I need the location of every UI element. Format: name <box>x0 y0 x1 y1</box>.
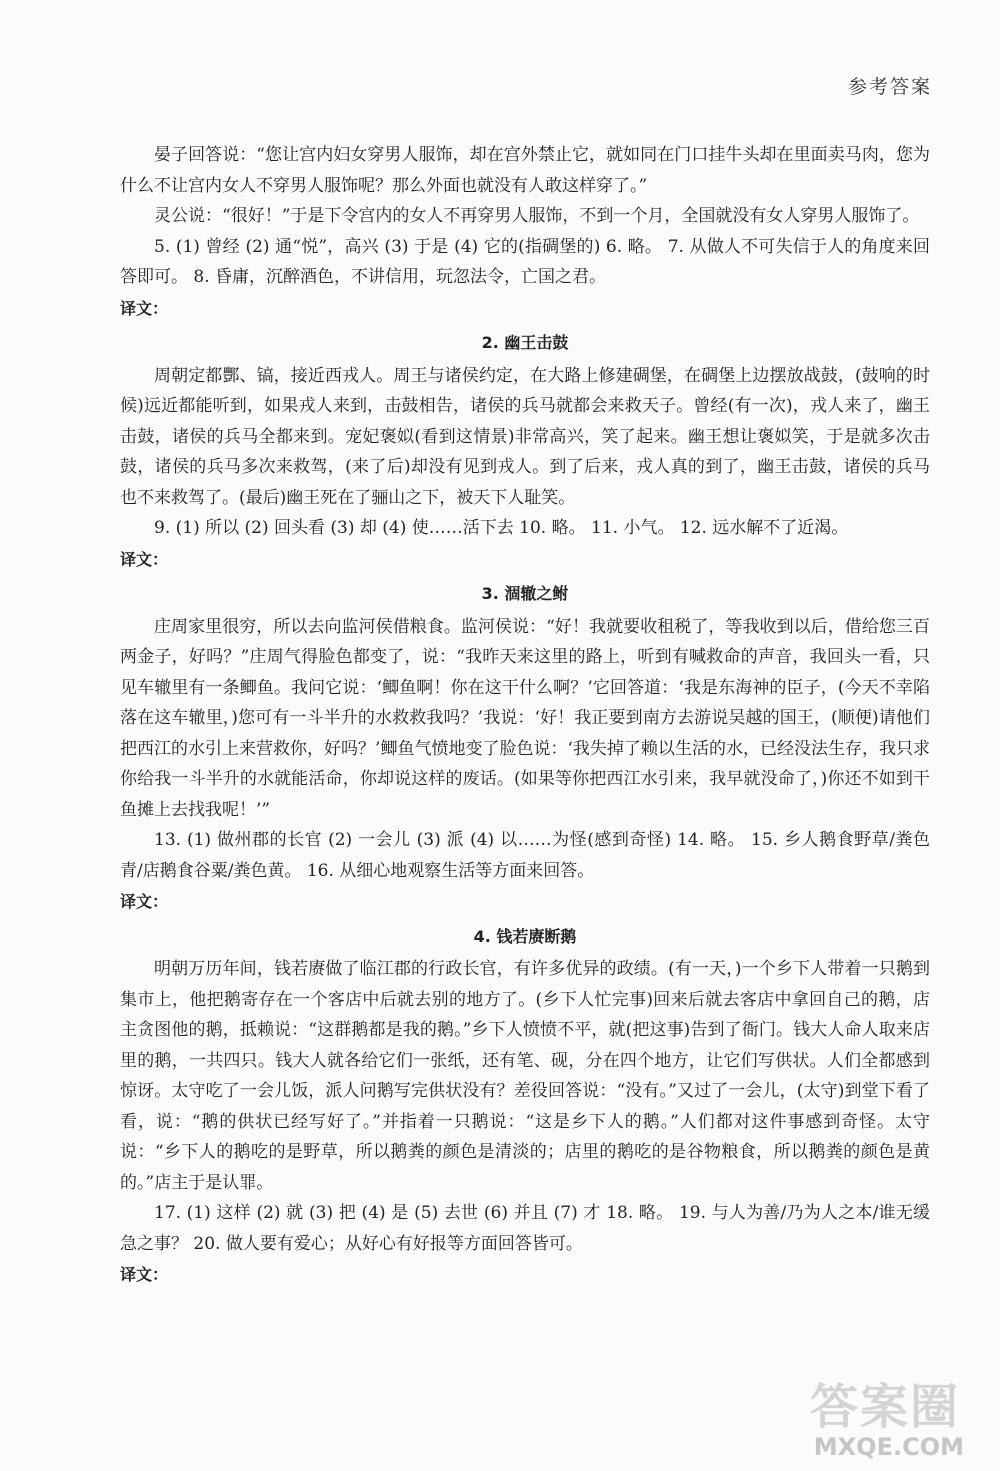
translation-label: 译文： <box>120 298 169 318</box>
answers: 13. (1) 做州郡的长官 (2) 一会儿 (3) 派 (4) 以……为怪(感到奇怪) 14. 略。 15. 乡人鹅食野草/粪色青/店鹅食谷粟/粪色黄。 16. 从细心地观察生活等方面来回答。 <box>120 830 930 881</box>
paragraph: 灵公说：“很好！”于是下令宫内的女人不再穿男人服饰，不到一个月，全国就没有女人穿男人服饰了。 <box>154 206 920 226</box>
section-title: 3. 涸辙之鲋 <box>481 584 569 603</box>
section-title: 4. 钱若赓断鹅 <box>473 926 577 946</box>
watermark-text: 答案圈 <box>809 1379 960 1435</box>
answers: 17. (1) 这样 (2) 就 (3) 把 (4) 是 (5) 去世 (6) 并且 (7) 才 18. 略。 19. 与人为善/乃为人之本/谁无缓急之事？ 20. 做人要有爱心；从好心有好报等方面回答皆可。 <box>120 1203 930 1254</box>
watermark-logo <box>780 1368 970 1463</box>
watermark-url: MXQE.COM <box>813 1433 964 1461</box>
document-body <box>120 140 930 1294</box>
paragraph: 庄周家里很穷，所以去向监河侯借粮食。监河侯说：“好！我就要收租税了，等我收到以后，借给您三百两金子，好吗？”庄周气得脸色都变了，说：“我昨天来这里的路上，听到有喊救命的声音，我回头一看，只见车辙里有一条鲫鱼。我问它说：‘鲫鱼啊！你在这干什么啊？’它回答道：‘我是东海神的臣子，(今天不幸陷落在这车辙里，)您可有一斗半升的水救救我吗？’我说：‘好！我正要到南方去游说吴越的国王，(顺便)请他们把西江的水引上来营救你，好吗？’鲫鱼气愤地变了脸色说：‘我失掉了赖以生活的水，已经没法生存，我只求你给我一斗半升的水就能活命，你却说这样的废话。(如果等你把西江水引来，我早就没命了，)你还不如到干鱼摊上去找我呢！’” <box>120 616 930 820</box>
translation-label: 译文： <box>120 549 169 569</box>
page-header: 参考答案 <box>847 76 932 98</box>
answers: 5. (1) 曾经 (2) 通“悦”，高兴 (3) 于是 (4) 它的(指碉堡的) 6. 略。 7. 从做人不可失信于人的角度来回答即可。 8. 昏庸，沉醉酒色，不讲信用，玩忽法令，亡国之君。 <box>120 236 930 287</box>
paragraph: 晏子回答说：“您让宫内妇女穿男人服饰，却在宫外禁止它，就如同在门口挂牛头却在里面卖马肉，您为什么不让宫内女人不穿男人服饰呢？那么外面也就没有人敢这样穿了。” <box>120 145 930 196</box>
answers: 9. (1) 所以 (2) 回头看 (3) 却 (4) 使……活下去 10. 略。 11. 小气。 12. 远水解不了近渴。 <box>154 518 849 538</box>
paragraph: 周朝定都酆、镐，接近西戎人。周王与诸侯约定，在大路上修建碉堡，在碉堡上边摆放战鼓，(鼓响的时候)远近都能听到，如果戎人来到，击鼓相告，诸侯的兵马就都会来救天子。曾经(有一次)，戎人来了，幽王击鼓，诸侯的兵马全都来到。宠妃褒姒(看到这情景)非常高兴，笑了起来。幽王想让褒姒笑，于是就多次击鼓，诸侯的兵马多次来救驾，(来了后)却没有见到戎人。到了后来，戎人真的到了，幽王击鼓，诸侯的兵马也不来救驾了。(最后)幽王死在了骊山之下，被天下人耻笑。 <box>120 365 930 508</box>
section-title: 2. 幽王击鼓 <box>481 333 569 352</box>
translation-label: 译文： <box>120 892 169 911</box>
paragraph: 明朝万历年间，钱若赓做了临江郡的行政长官，有许多优异的政绩。(有一天，)一个乡下人带着一只鹅到集市上，他把鹅寄存在一个客店中后就去别的地方了。(乡下人忙完事)回来后就去客店中拿回自己的鹅，店主贪图他的鹅，抵赖说：“这群鹅都是我的鹅。”乡下人愤愤不平，就(把这事)告到了衙门。钱大人命人取来店里的鹅，一共四只。钱大人就各给它们一张纸，还有笔、砚，分在四个地方，让它们写供状。人们全都感到惊讶。太守吃了一会儿饭，派人问鹅写完供状没有？差役回答说：“没有。”又过了一会儿，(太守)到堂下看了看，说：“鹅的供状已经写好了。”并指着一只鹅说：“这是乡下人的鹅。”人们都对这件事感到奇怪。太守说：“乡下人的鹅吃的是野草，所以鹅粪的颜色是清淡的；店里的鹅吃的是谷物粮食，所以鹅粪的颜色是黄的。”店主于是认罪。 <box>120 959 930 1193</box>
translation-label: 译文： <box>120 1265 169 1284</box>
